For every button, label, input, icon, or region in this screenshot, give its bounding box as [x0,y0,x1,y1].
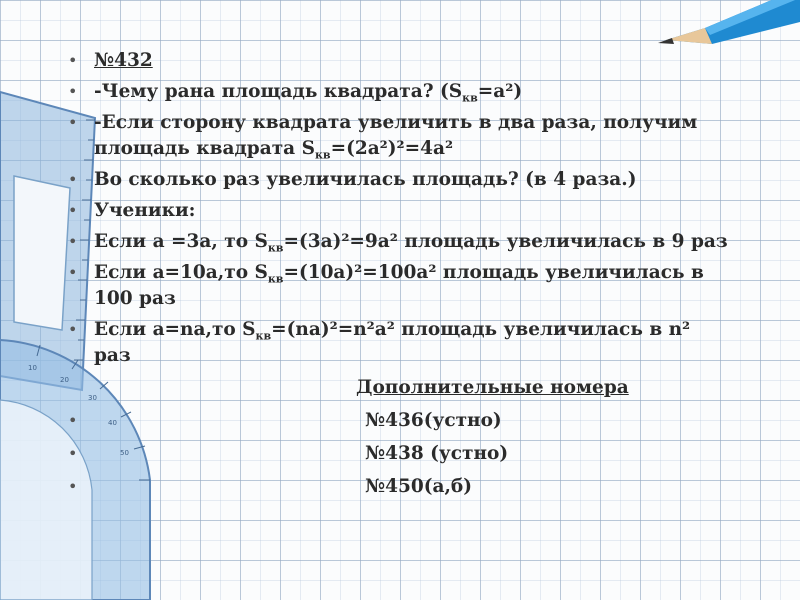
text-line: раз [94,345,131,366]
bullet-icon: • [68,113,78,132]
svg-text:50: 50 [120,449,129,457]
extra-task: №436(устно) [365,410,502,431]
bullet-icon: • [68,444,78,463]
text-line: Во сколько раз увеличилась площадь? (в 4 раза.) [94,169,637,190]
list-item [60,317,780,369]
task-number: №432 [94,50,153,71]
list-item [60,198,780,224]
text-line: Если a=na,то S [94,319,256,340]
bullet-icon: • [68,320,78,339]
text-line: Ученики: [94,200,196,221]
pencil-icon [658,0,800,44]
svg-text:30: 30 [88,394,97,402]
bullet-icon: • [68,82,78,101]
subscript: кв [267,241,284,255]
text-line: -Если сторону квадрата увеличить в два раза, получим [94,112,698,133]
text-line: =(na)²=n²a² площадь увеличилась в n² [271,319,691,340]
list-item [60,79,780,105]
extra-heading-row [60,375,780,401]
bullet-icon: • [68,170,78,189]
bullet-icon: • [68,51,78,70]
list-item [60,110,780,162]
subscript: кв [255,329,272,343]
text-line: площадь квадрата S [94,138,315,159]
text-line: =(2a²)²=4a² [330,138,454,159]
svg-text:40: 40 [108,419,117,427]
extra-task: №450(а,б) [365,476,472,497]
text-line: Если a=10a,то S [94,262,268,283]
bullet-icon: • [68,263,78,282]
bullet-icon: • [68,411,78,430]
list-item [60,260,780,312]
slide-text-block [60,48,780,507]
bullet-icon: • [68,232,78,251]
svg-text:20: 20 [60,376,69,384]
list-item [60,167,780,193]
list-item [60,408,780,434]
text-line: 100 раз [94,288,176,309]
subscript: кв [314,148,331,162]
list-item [60,474,780,500]
extra-tasks-heading: Дополнительные номера [356,377,629,398]
svg-text:10: 10 [28,364,37,372]
list-item [60,229,780,255]
text-line: =(10a)²=100a² площадь увеличилась в [283,262,704,283]
bullet-icon: • [68,477,78,496]
subscript: кв [267,272,284,286]
list-item [60,48,780,74]
extra-task: №438 (устно) [365,443,509,464]
text-line: =a²) [477,81,523,102]
list-item [60,441,780,467]
subscript: кв [462,91,478,105]
text-line: Если a =3a, то S [94,231,268,252]
text-line: =(3a)²=9a² площадь увеличилась в 9 раз [283,231,728,252]
text-line: -Чему рана площадь квадрата? (S [94,81,463,102]
bullet-icon: • [68,201,78,220]
